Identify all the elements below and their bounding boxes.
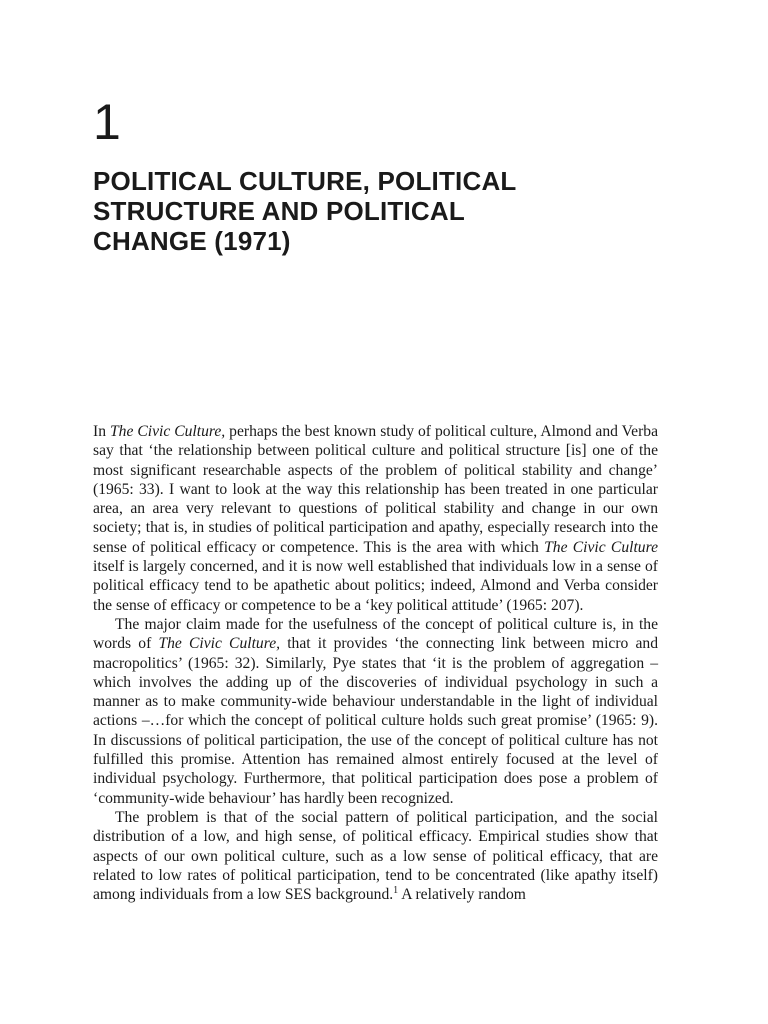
body-paragraph — [93, 422, 658, 615]
chapter-title-line: CHANGE (1971) — [93, 226, 291, 256]
italic-title: The Civic Culture, — [158, 635, 281, 653]
italic-title: The Civic Culture, — [109, 423, 226, 440]
italic-title: The Civic Culture — [544, 538, 659, 556]
body-paragraph — [93, 615, 658, 808]
paragraph-text: itself is largely concerned, and it is now well established that individuals low in a sense of political efficacy tend to be apathetic about politics; indeed, Almond and Verba consider the sense of efficacy or competence to be a ‘key political attitude’ (1965: 207). — [93, 558, 658, 614]
body-paragraph — [93, 808, 658, 904]
paragraph-text: A relatively random — [398, 886, 526, 904]
body-text — [93, 422, 658, 904]
paragraph-text: that it provides ‘the connecting link between micro and macropolitics’ (1965: 32). Similarly, Pye states that ‘it is the problem of aggregation – which involves the adding up of the discoveries of individual psychology in such a manner as to make community-wide behaviour understandable in the light of individual actions –…for which the concept of political culture holds such great promise’ (1965: 9). In discussions of political participation, the use of the concept of political culture has not fulfilled this promise. Attention has remained almost entirely focused at the level of individual psychology. Furthermore, that political participation does pose a problem of ‘community-wide behaviour’ has hardly been recognized. — [93, 635, 658, 807]
paragraph-text: In — [93, 423, 110, 440]
chapter-title — [93, 166, 653, 256]
paragraph-text: The major claim made for the usefulness of the concept of political culture is, in the words of — [93, 615, 658, 653]
chapter-title-line: POLITICAL CULTURE, POLITICAL — [93, 166, 517, 196]
chapter-title-line: STRUCTURE AND POLITICAL — [93, 196, 465, 226]
chapter-number: 1 — [93, 94, 121, 150]
footnote-ref: 1 — [393, 884, 399, 896]
paragraph-text: perhaps the best known study of political culture, Almond and Verba say that ‘the relationship between political culture and political structure [is] one of the most significant researchable aspects of the problem of political stability and change’ (1965: 33). I want to look at the way this relationship has been treated in one particular area, an area very relevant to questions of political stability and change in our own society; that is, in studies of political participation and apathy, especially research into the sense of political efficacy or competence. This is the area with which — [93, 423, 658, 556]
paragraph-text: The problem is that of the social pattern of political participation, and the social distribution of a low, and high sense, of political efficacy. Empirical studies show that aspects of our own political culture, such as a low sense of political efficacy, that are related to low rates of political participation, tend to be concentrated (like apathy itself) among individuals from a low SES background. — [93, 808, 658, 904]
